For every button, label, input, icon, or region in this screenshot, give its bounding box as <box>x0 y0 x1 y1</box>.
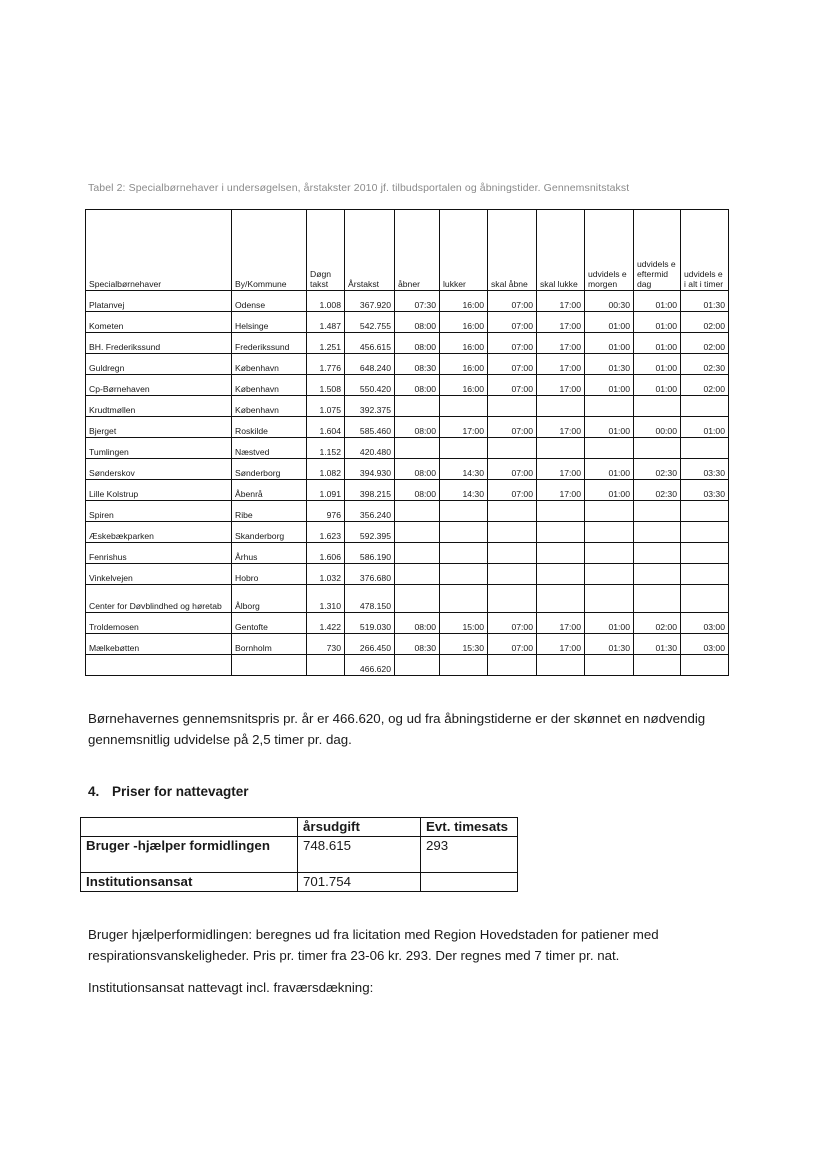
header-cell: udvidels e morgen <box>585 210 634 291</box>
table-cell: 01:00 <box>585 375 634 396</box>
table-cell: 376.680 <box>345 564 395 585</box>
table-cell <box>681 543 729 564</box>
table-cell <box>307 655 345 676</box>
table-cell: 02:30 <box>634 480 681 501</box>
table-cell <box>681 501 729 522</box>
table-cell <box>585 522 634 543</box>
table-cell: 585.460 <box>345 417 395 438</box>
row-label: Institutionsansat <box>81 873 298 892</box>
header-cell <box>81 818 298 837</box>
row-label: Cp-Børnehaven <box>86 375 232 396</box>
header-cell: skal lukke <box>537 210 585 291</box>
table-cell: 08:00 <box>395 480 440 501</box>
table-cell <box>488 522 537 543</box>
table-cell <box>585 396 634 417</box>
table-row <box>86 655 729 676</box>
table-cell <box>585 501 634 522</box>
table-cell: 01:00 <box>634 291 681 312</box>
table-cell: 17:00 <box>537 375 585 396</box>
table-cell: 1.091 <box>307 480 345 501</box>
table-cell: København <box>232 396 307 417</box>
table-cell: 08:00 <box>395 459 440 480</box>
table-cell <box>488 543 537 564</box>
table-cell: 01:00 <box>585 613 634 634</box>
table-row <box>86 501 729 522</box>
table-cell: 398.215 <box>345 480 395 501</box>
table-row <box>86 459 729 480</box>
table-cell: 07:00 <box>488 459 537 480</box>
table-cell: 07:00 <box>488 613 537 634</box>
table-cell: Roskilde <box>232 417 307 438</box>
table-cell <box>585 655 634 676</box>
row-label: Fenrishus <box>86 543 232 564</box>
table-row <box>86 396 729 417</box>
row-label: Sønderskov <box>86 459 232 480</box>
table-header-row <box>86 210 729 291</box>
table-cell <box>681 522 729 543</box>
table-cell: 01:30 <box>634 634 681 655</box>
row-label: Æskebækparken <box>86 522 232 543</box>
table-cell: 1.422 <box>307 613 345 634</box>
table-row <box>86 333 729 354</box>
table-cell: 02:00 <box>634 613 681 634</box>
table-cell: 01:00 <box>634 333 681 354</box>
table-cell: 14:30 <box>440 459 488 480</box>
table-cell <box>537 564 585 585</box>
table-cell: København <box>232 354 307 375</box>
table-cell: 07:00 <box>488 480 537 501</box>
table-cell: 07:00 <box>488 417 537 438</box>
table-cell: 00:00 <box>634 417 681 438</box>
table-cell <box>488 438 537 459</box>
table-cell: 367.920 <box>345 291 395 312</box>
row-label: Bjerget <box>86 417 232 438</box>
table-cell <box>395 522 440 543</box>
table-cell: 17:00 <box>537 459 585 480</box>
table-cell: 542.755 <box>345 312 395 333</box>
header-cell: skal åbne <box>488 210 537 291</box>
section-number: 4. <box>88 784 100 799</box>
table-cell <box>395 655 440 676</box>
table-cell <box>634 438 681 459</box>
table-cell: 07:00 <box>488 634 537 655</box>
table-cell <box>440 396 488 417</box>
table-cell: 1.623 <box>307 522 345 543</box>
table-cell <box>585 438 634 459</box>
table-cell <box>585 585 634 613</box>
table-cell: 976 <box>307 501 345 522</box>
section-heading <box>88 784 249 799</box>
table-cell: Frederikssund <box>232 333 307 354</box>
table-cell <box>537 543 585 564</box>
table-cell: 08:30 <box>395 354 440 375</box>
table-cell: 1.604 <box>307 417 345 438</box>
table-row <box>81 837 518 873</box>
table-cell <box>488 564 537 585</box>
table-cell: 1.776 <box>307 354 345 375</box>
table-cell: 550.420 <box>345 375 395 396</box>
table-cell <box>440 655 488 676</box>
table-cell: 02:00 <box>681 333 729 354</box>
table-cell: 02:30 <box>634 459 681 480</box>
table-cell <box>634 522 681 543</box>
table-cell: 15:30 <box>440 634 488 655</box>
header-cell: udvidels e i alt i timer <box>681 210 729 291</box>
table-cell: 1.152 <box>307 438 345 459</box>
table-cell: 1.487 <box>307 312 345 333</box>
table-header-row <box>81 818 518 837</box>
table-cell: 01:00 <box>681 417 729 438</box>
table-cell: 08:00 <box>395 417 440 438</box>
table-cell: 356.240 <box>345 501 395 522</box>
table-cell: 1.310 <box>307 585 345 613</box>
table-cell: 00:30 <box>585 291 634 312</box>
table-cell <box>681 396 729 417</box>
table-cell: Hobro <box>232 564 307 585</box>
table-cell: 01:30 <box>681 291 729 312</box>
table-cell: 17:00 <box>537 333 585 354</box>
table-cell: 01:00 <box>585 459 634 480</box>
header-cell: lukker <box>440 210 488 291</box>
table-cell: 1.606 <box>307 543 345 564</box>
table-cell <box>232 655 307 676</box>
row-label: BH. Frederikssund <box>86 333 232 354</box>
table-cell <box>585 564 634 585</box>
table-row <box>86 634 729 655</box>
table-cell: 701.754 <box>298 873 421 892</box>
table-caption: Tabel 2: Specialbørnehaver i undersøgelsen, årstakster 2010 jf. tilbudsportalen og åbningstider. Gennemsnitstakst <box>88 182 630 194</box>
row-label: Kometen <box>86 312 232 333</box>
table-cell: Ribe <box>232 501 307 522</box>
table-row <box>86 417 729 438</box>
table-cell: 420.480 <box>345 438 395 459</box>
table-cell: 07:00 <box>488 354 537 375</box>
table-cell: 456.615 <box>345 333 395 354</box>
table-cell: 17:00 <box>537 417 585 438</box>
table-cell: 03:00 <box>681 613 729 634</box>
table-cell: Bornholm <box>232 634 307 655</box>
table-cell <box>421 873 518 892</box>
table-cell <box>488 655 537 676</box>
table-cell: 1.032 <box>307 564 345 585</box>
header-cell: udvidels e eftermid dag <box>634 210 681 291</box>
header-cell: Evt. timesats <box>421 818 518 837</box>
header-cell: Specialbørnehaver <box>86 210 232 291</box>
table-cell: 01:00 <box>634 312 681 333</box>
table-cell <box>395 396 440 417</box>
table-cell: 08:00 <box>395 375 440 396</box>
table-cell: 08:30 <box>395 634 440 655</box>
table-row <box>86 522 729 543</box>
table-cell <box>537 438 585 459</box>
table-row <box>86 613 729 634</box>
table-cell <box>634 655 681 676</box>
header-cell: Årstakst <box>345 210 395 291</box>
table-cell: 03:30 <box>681 459 729 480</box>
table-cell: 1.251 <box>307 333 345 354</box>
table-cell <box>440 438 488 459</box>
table-cell: Gentofte <box>232 613 307 634</box>
table-cell <box>395 543 440 564</box>
header-cell: Døgn takst <box>307 210 345 291</box>
row-label: Krudtmøllen <box>86 396 232 417</box>
table-cell <box>681 585 729 613</box>
row-label: Lille Kolstrup <box>86 480 232 501</box>
row-label: Spiren <box>86 501 232 522</box>
table-cell: 15:00 <box>440 613 488 634</box>
table-cell: 01:00 <box>634 375 681 396</box>
table-cell <box>681 438 729 459</box>
table-row <box>86 312 729 333</box>
table-cell <box>537 655 585 676</box>
table-cell: 1.008 <box>307 291 345 312</box>
table-cell <box>537 501 585 522</box>
table-row <box>86 354 729 375</box>
table-cell: 16:00 <box>440 375 488 396</box>
table-cell: 08:00 <box>395 613 440 634</box>
table-row <box>86 480 729 501</box>
table-cell: 07:30 <box>395 291 440 312</box>
table-cell <box>488 396 537 417</box>
table-cell <box>634 585 681 613</box>
table-row <box>86 375 729 396</box>
institutionsansat-paragraph: Institutionsansat nattevagt incl. fraværsdækning: <box>88 980 374 995</box>
row-label <box>86 655 232 676</box>
table-cell: 16:00 <box>440 333 488 354</box>
table-row <box>86 564 729 585</box>
table-cell: 293 <box>421 837 518 873</box>
table-cell <box>395 564 440 585</box>
table-cell <box>440 501 488 522</box>
table-cell: 07:00 <box>488 333 537 354</box>
table-row <box>86 291 729 312</box>
table-cell: København <box>232 375 307 396</box>
table-cell: 586.190 <box>345 543 395 564</box>
table-cell: 730 <box>307 634 345 655</box>
table-cell: 07:00 <box>488 375 537 396</box>
table-cell: 07:00 <box>488 312 537 333</box>
row-label: Vinkelvejen <box>86 564 232 585</box>
header-cell: årsudgift <box>298 818 421 837</box>
table-cell <box>537 522 585 543</box>
table-cell <box>395 501 440 522</box>
table-cell: 592.395 <box>345 522 395 543</box>
table-cell: 648.240 <box>345 354 395 375</box>
average-price-paragraph: Børnehavernes gennemsnitspris pr. år er 466.620, og ud fra åbningstiderne er der skønnet en nødvendig gennemsnitlig udvidelse på 2,5 timer pr. dag. <box>88 711 706 747</box>
table-cell: 1.075 <box>307 396 345 417</box>
table-cell: 02:00 <box>681 375 729 396</box>
row-label: Platanvej <box>86 291 232 312</box>
table-cell: 08:00 <box>395 312 440 333</box>
table-cell: 17:00 <box>537 354 585 375</box>
section-title: Priser for nattevagter <box>112 784 249 799</box>
table-cell: 01:30 <box>585 354 634 375</box>
table-cell: 16:00 <box>440 354 488 375</box>
row-label: Mælkebøtten <box>86 634 232 655</box>
table-cell <box>440 564 488 585</box>
table-cell: Odense <box>232 291 307 312</box>
table-cell: 17:00 <box>440 417 488 438</box>
table-cell: 394.930 <box>345 459 395 480</box>
table-cell <box>440 585 488 613</box>
table-cell: 03:30 <box>681 480 729 501</box>
table-row <box>86 585 729 613</box>
table-cell: Sønderborg <box>232 459 307 480</box>
table-cell <box>681 655 729 676</box>
header-cell: By/Kommune <box>232 210 307 291</box>
table-row <box>86 543 729 564</box>
table-cell: Åbenrå <box>232 480 307 501</box>
row-label: Bruger -hjælper formidlingen <box>81 837 298 873</box>
table-cell <box>585 543 634 564</box>
table-cell: 03:00 <box>681 634 729 655</box>
table-cell: 14:30 <box>440 480 488 501</box>
table-cell: 01:00 <box>634 354 681 375</box>
table-cell: 266.450 <box>345 634 395 655</box>
table-cell <box>537 396 585 417</box>
row-label: Tumlingen <box>86 438 232 459</box>
table-cell: 02:00 <box>681 312 729 333</box>
table-cell <box>634 396 681 417</box>
table-cell <box>440 543 488 564</box>
table-cell: 17:00 <box>537 480 585 501</box>
row-label: Center for Døvblindhed og høretab <box>86 585 232 613</box>
table-cell <box>395 585 440 613</box>
table-row <box>81 873 518 892</box>
table-cell: 748.615 <box>298 837 421 873</box>
table-cell <box>537 585 585 613</box>
header-cell: åbner <box>395 210 440 291</box>
table-cell: 17:00 <box>537 613 585 634</box>
table-cell: 392.375 <box>345 396 395 417</box>
table-cell: 01:30 <box>585 634 634 655</box>
table-cell: Helsinge <box>232 312 307 333</box>
row-label: Guldregn <box>86 354 232 375</box>
table-cell: Skanderborg <box>232 522 307 543</box>
table-cell: Ålborg <box>232 585 307 613</box>
table-cell: 02:30 <box>681 354 729 375</box>
row-label: Troldemosen <box>86 613 232 634</box>
table-cell: 08:00 <box>395 333 440 354</box>
table-cell: 01:00 <box>585 333 634 354</box>
table-cell <box>488 585 537 613</box>
table-cell: 1.508 <box>307 375 345 396</box>
table-cell: 519.030 <box>345 613 395 634</box>
table-cell <box>440 522 488 543</box>
table-cell: 17:00 <box>537 291 585 312</box>
table-cell: 01:00 <box>585 312 634 333</box>
brugerhjaelper-paragraph: Bruger hjælperformidlingen: beregnes ud fra licitation med Region Hovedstaden for patiener med respirationsvanskeligheder. Pris pr. timer fra 23-06 kr. 293. Der regnes med 7 timer pr. nat. <box>88 927 659 963</box>
table-cell: Århus <box>232 543 307 564</box>
table-cell: 478.150 <box>345 585 395 613</box>
table-cell <box>488 501 537 522</box>
table-cell <box>681 564 729 585</box>
table-cell: 1.082 <box>307 459 345 480</box>
table-cell: 466.620 <box>345 655 395 676</box>
table-cell: 16:00 <box>440 312 488 333</box>
nattevagt-price-table <box>80 817 518 892</box>
table-cell: 07:00 <box>488 291 537 312</box>
table-cell: 01:00 <box>585 480 634 501</box>
table-row <box>86 438 729 459</box>
specialbornehaver-table <box>85 209 729 676</box>
table-cell: Næstved <box>232 438 307 459</box>
table-cell <box>395 438 440 459</box>
table-cell <box>634 501 681 522</box>
table-cell: 16:00 <box>440 291 488 312</box>
table-cell <box>634 564 681 585</box>
table-cell <box>634 543 681 564</box>
table-cell: 01:00 <box>585 417 634 438</box>
table-cell: 17:00 <box>537 312 585 333</box>
table-cell: 17:00 <box>537 634 585 655</box>
